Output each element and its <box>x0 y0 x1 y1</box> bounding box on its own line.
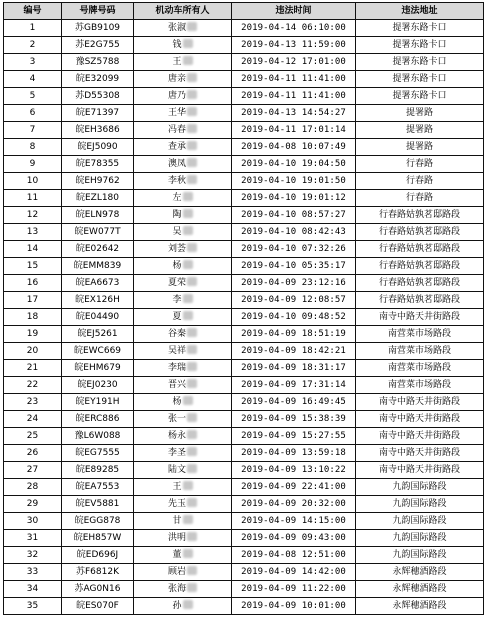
table-row <box>4 530 484 547</box>
table-row <box>4 275 484 292</box>
cell-time: 2019-04-09 14:15:00 <box>232 513 356 530</box>
cell-owner <box>134 20 232 37</box>
cell-owner <box>134 496 232 513</box>
redaction-mask <box>187 362 197 371</box>
cell-time: 2019-04-09 18:51:19 <box>232 326 356 343</box>
cell-time: 2019-04-09 09:43:00 <box>232 530 356 547</box>
table-row <box>4 564 484 581</box>
cell-address: 提署路 <box>356 105 484 122</box>
cell-plate: 豫L6W088 <box>62 428 134 445</box>
table-row <box>4 547 484 564</box>
cell-address: 行春路姑孰茗邸路段 <box>356 275 484 292</box>
cell-time: 2019-04-11 17:01:14 <box>232 122 356 139</box>
table-row <box>4 343 484 360</box>
cell-owner <box>134 326 232 343</box>
cell-address: 九韵国际路段 <box>356 479 484 496</box>
cell-address: 行春路姑孰茗邸路段 <box>356 258 484 275</box>
cell-no: 1 <box>4 20 62 37</box>
cell-time: 2019-04-08 12:51:00 <box>232 547 356 564</box>
cell-plate: 皖ERC886 <box>62 411 134 428</box>
cell-owner <box>134 207 232 224</box>
owner-name: 张海 <box>167 583 186 594</box>
cell-no: 35 <box>4 598 62 615</box>
redaction-mask <box>187 90 197 99</box>
cell-address: 南营菜市场路段 <box>356 377 484 394</box>
cell-owner <box>134 190 232 207</box>
cell-plate: 皖EH9762 <box>62 173 134 190</box>
owner-name: 甘 <box>172 515 182 526</box>
cell-address: 行春路姑孰茗邸路段 <box>356 224 484 241</box>
cell-owner <box>134 37 232 54</box>
owner-name: 查承 <box>167 141 186 152</box>
cell-address: 九韵国际路段 <box>356 530 484 547</box>
cell-time: 2019-04-13 14:54:27 <box>232 105 356 122</box>
redaction-mask <box>187 158 197 167</box>
redaction-mask <box>187 277 197 286</box>
cell-no: 6 <box>4 105 62 122</box>
cell-plate: 皖E71397 <box>62 105 134 122</box>
table-row <box>4 581 484 598</box>
cell-plate: 皖E78355 <box>62 156 134 173</box>
cell-address: 永辉穗酒路段 <box>356 598 484 615</box>
cell-time: 2019-04-10 07:32:26 <box>232 241 356 258</box>
cell-owner <box>134 394 232 411</box>
cell-address: 九韵国际路段 <box>356 496 484 513</box>
cell-address: 永辉穗酒路段 <box>356 581 484 598</box>
cell-no: 17 <box>4 292 62 309</box>
cell-time: 2019-04-10 09:48:52 <box>232 309 356 326</box>
cell-address: 提署东路卡口 <box>356 71 484 88</box>
redaction-mask <box>187 566 197 575</box>
table-row <box>4 411 484 428</box>
cell-time: 2019-04-09 15:38:39 <box>232 411 356 428</box>
cell-time: 2019-04-10 08:57:27 <box>232 207 356 224</box>
table-row <box>4 326 484 343</box>
table-row <box>4 377 484 394</box>
owner-name: 杨 <box>172 260 182 271</box>
redaction-mask <box>187 243 197 252</box>
cell-plate: 皖EJ5090 <box>62 139 134 156</box>
cell-no: 7 <box>4 122 62 139</box>
cell-address: 提署路 <box>356 139 484 156</box>
owner-name: 张一 <box>167 413 186 424</box>
cell-owner <box>134 445 232 462</box>
cell-plate: 皖E89285 <box>62 462 134 479</box>
owner-name: 洪明 <box>167 532 186 543</box>
redaction-mask <box>187 532 197 541</box>
cell-plate: 皖ES070F <box>62 598 134 615</box>
table-row <box>4 258 484 275</box>
cell-owner <box>134 71 232 88</box>
cell-time: 2019-04-09 13:59:18 <box>232 445 356 462</box>
cell-plate: 皖EY191H <box>62 394 134 411</box>
cell-owner <box>134 88 232 105</box>
cell-plate: 皖EZL180 <box>62 190 134 207</box>
cell-no: 31 <box>4 530 62 547</box>
table-row <box>4 224 484 241</box>
cell-time: 2019-04-10 19:04:50 <box>232 156 356 173</box>
cell-time: 2019-04-14 06:10:00 <box>232 20 356 37</box>
table-row <box>4 445 484 462</box>
redaction-mask <box>187 141 197 150</box>
table-row <box>4 71 484 88</box>
owner-name: 李秋 <box>167 175 186 186</box>
cell-plate: 皖EW077T <box>62 224 134 241</box>
cell-address: 南寺中路天井街路段 <box>356 394 484 411</box>
cell-time: 2019-04-11 11:41:00 <box>232 88 356 105</box>
table-row <box>4 54 484 71</box>
cell-plate: 皖EJ0230 <box>62 377 134 394</box>
cell-owner <box>134 581 232 598</box>
cell-plate: 苏E2G755 <box>62 37 134 54</box>
cell-address: 提署东路卡口 <box>356 37 484 54</box>
cell-no: 12 <box>4 207 62 224</box>
cell-no: 21 <box>4 360 62 377</box>
table-row <box>4 190 484 207</box>
cell-owner <box>134 105 232 122</box>
cell-time: 2019-04-09 22:41:00 <box>232 479 356 496</box>
cell-address: 九韵国际路段 <box>356 547 484 564</box>
cell-no: 5 <box>4 88 62 105</box>
owner-name: 澳凤 <box>167 158 186 169</box>
cell-plate: 皖EH857W <box>62 530 134 547</box>
cell-address: 行春路 <box>356 173 484 190</box>
cell-owner <box>134 513 232 530</box>
cell-time: 2019-04-09 18:31:17 <box>232 360 356 377</box>
cell-no: 20 <box>4 343 62 360</box>
table-row <box>4 156 484 173</box>
cell-owner <box>134 564 232 581</box>
cell-no: 14 <box>4 241 62 258</box>
cell-owner <box>134 479 232 496</box>
cell-address: 行春路 <box>356 156 484 173</box>
cell-plate: 皖EV5881 <box>62 496 134 513</box>
cell-owner <box>134 462 232 479</box>
table-row <box>4 309 484 326</box>
cell-time: 2019-04-09 23:12:16 <box>232 275 356 292</box>
redaction-mask <box>187 430 197 439</box>
redaction-mask <box>187 107 197 116</box>
cell-plate: 皖EMM839 <box>62 258 134 275</box>
owner-name: 冯春 <box>167 124 186 135</box>
redaction-mask <box>183 481 193 490</box>
owner-name: 杨永 <box>167 430 186 441</box>
table-row <box>4 139 484 156</box>
table-row <box>4 598 484 615</box>
table-row <box>4 173 484 190</box>
header-row <box>4 3 484 20</box>
redaction-mask <box>187 413 197 422</box>
violation-list-sheet <box>3 2 483 615</box>
cell-owner <box>134 292 232 309</box>
table-row <box>4 88 484 105</box>
cell-owner <box>134 428 232 445</box>
cell-owner <box>134 258 232 275</box>
cell-time: 2019-04-09 20:32:00 <box>232 496 356 513</box>
redaction-mask <box>187 22 197 31</box>
cell-owner <box>134 377 232 394</box>
redaction-mask <box>183 515 193 524</box>
owner-name: 吴祥 <box>167 345 186 356</box>
cell-owner <box>134 224 232 241</box>
cell-address: 行春路姑孰茗邸路段 <box>356 241 484 258</box>
cell-no: 30 <box>4 513 62 530</box>
redaction-mask <box>183 226 193 235</box>
owner-name: 谷秦 <box>167 328 186 339</box>
owner-name: 李瑞 <box>167 362 186 373</box>
header-plate: 号牌号码 <box>62 3 134 20</box>
cell-address: 南营菜市场路段 <box>356 343 484 360</box>
cell-plate: 皖E32099 <box>62 71 134 88</box>
owner-name: 董 <box>172 549 182 560</box>
cell-address: 提署东路卡口 <box>356 54 484 71</box>
cell-owner <box>134 598 232 615</box>
cell-owner <box>134 530 232 547</box>
redaction-mask <box>183 600 193 609</box>
redaction-mask <box>183 209 193 218</box>
redaction-mask <box>183 396 193 405</box>
redaction-mask <box>187 328 197 337</box>
cell-owner <box>134 547 232 564</box>
cell-plate: 皖EG7555 <box>62 445 134 462</box>
cell-time: 2019-04-12 17:01:00 <box>232 54 356 71</box>
cell-plate: 皖EJ5261 <box>62 326 134 343</box>
header-no: 编号 <box>4 3 62 20</box>
cell-time: 2019-04-09 17:31:14 <box>232 377 356 394</box>
owner-name: 刘荟 <box>167 243 186 254</box>
owner-name: 陶 <box>172 209 182 220</box>
cell-time: 2019-04-10 19:01:50 <box>232 173 356 190</box>
cell-plate: 豫SZ5788 <box>62 54 134 71</box>
cell-time: 2019-04-11 11:41:00 <box>232 71 356 88</box>
cell-time: 2019-04-09 13:10:22 <box>232 462 356 479</box>
cell-no: 11 <box>4 190 62 207</box>
owner-name: 陆文 <box>167 464 186 475</box>
cell-no: 10 <box>4 173 62 190</box>
cell-address: 南营菜市场路段 <box>356 326 484 343</box>
cell-no: 9 <box>4 156 62 173</box>
cell-no: 18 <box>4 309 62 326</box>
cell-time: 2019-04-09 12:08:57 <box>232 292 356 309</box>
cell-no: 26 <box>4 445 62 462</box>
cell-no: 2 <box>4 37 62 54</box>
redaction-mask <box>183 39 193 48</box>
cell-no: 32 <box>4 547 62 564</box>
redaction-mask <box>183 260 193 269</box>
cell-time: 2019-04-09 11:22:00 <box>232 581 356 598</box>
cell-owner <box>134 156 232 173</box>
cell-address: 提署路 <box>356 122 484 139</box>
table-row <box>4 37 484 54</box>
redaction-mask <box>187 464 197 473</box>
table-row <box>4 360 484 377</box>
cell-plate: 皖E04490 <box>62 309 134 326</box>
table-row <box>4 479 484 496</box>
cell-no: 28 <box>4 479 62 496</box>
cell-time: 2019-04-10 19:01:12 <box>232 190 356 207</box>
table-row <box>4 207 484 224</box>
cell-address: 行春路 <box>356 190 484 207</box>
cell-plate: 皖EX126H <box>62 292 134 309</box>
cell-address: 九韵国际路段 <box>356 513 484 530</box>
cell-owner <box>134 360 232 377</box>
cell-owner <box>134 139 232 156</box>
cell-address: 提署东路卡口 <box>356 88 484 105</box>
cell-owner <box>134 122 232 139</box>
cell-plate: 苏GB9109 <box>62 20 134 37</box>
cell-no: 19 <box>4 326 62 343</box>
table-row <box>4 496 484 513</box>
cell-plate: 皖EHM679 <box>62 360 134 377</box>
cell-address: 南寺中路天井街路段 <box>356 462 484 479</box>
cell-time: 2019-04-08 10:07:49 <box>232 139 356 156</box>
cell-owner <box>134 241 232 258</box>
owner-name: 孙 <box>172 600 182 611</box>
cell-no: 15 <box>4 258 62 275</box>
owner-name: 王 <box>172 481 182 492</box>
header-owner: 机动车所有人 <box>134 3 232 20</box>
redaction-mask <box>187 498 197 507</box>
owner-name: 左 <box>172 192 182 203</box>
cell-plate: 皖E02642 <box>62 241 134 258</box>
header-address: 违法地址 <box>356 3 484 20</box>
cell-no: 23 <box>4 394 62 411</box>
cell-no: 16 <box>4 275 62 292</box>
cell-plate: 皖ELN978 <box>62 207 134 224</box>
cell-no: 24 <box>4 411 62 428</box>
cell-no: 3 <box>4 54 62 71</box>
table-row <box>4 513 484 530</box>
cell-no: 34 <box>4 581 62 598</box>
redaction-mask <box>187 379 197 388</box>
owner-name: 钱 <box>172 39 182 50</box>
cell-plate: 皖EWC669 <box>62 343 134 360</box>
cell-owner <box>134 54 232 71</box>
cell-time: 2019-04-09 10:01:00 <box>232 598 356 615</box>
redaction-mask <box>183 549 193 558</box>
table-row <box>4 105 484 122</box>
cell-address: 南寺中路天井街路段 <box>356 411 484 428</box>
redaction-mask <box>187 583 197 592</box>
owner-name: 张淑 <box>167 22 186 33</box>
cell-address: 行春路姑孰茗邸路段 <box>356 292 484 309</box>
cell-plate: 皖EA7553 <box>62 479 134 496</box>
cell-time: 2019-04-09 18:42:21 <box>232 343 356 360</box>
table-header <box>4 3 484 20</box>
owner-name: 唐乃 <box>167 90 186 101</box>
redaction-mask <box>187 447 197 456</box>
cell-no: 22 <box>4 377 62 394</box>
cell-plate: 皖ED696J <box>62 547 134 564</box>
owner-name: 先玉 <box>167 498 186 509</box>
cell-plate: 苏AG0N16 <box>62 581 134 598</box>
owner-name: 王华 <box>167 107 186 118</box>
owner-name: 杨 <box>172 396 182 407</box>
table-row <box>4 292 484 309</box>
redaction-mask <box>187 345 197 354</box>
cell-address: 南寺中路天井街路段 <box>356 445 484 462</box>
cell-time: 2019-04-10 05:35:17 <box>232 258 356 275</box>
cell-address: 南营菜市场路段 <box>356 360 484 377</box>
owner-name: 顾岩 <box>167 566 186 577</box>
cell-no: 8 <box>4 139 62 156</box>
cell-time: 2019-04-09 14:42:00 <box>232 564 356 581</box>
owner-name: 夏 <box>172 311 182 322</box>
cell-owner <box>134 411 232 428</box>
owner-name: 王 <box>172 56 182 67</box>
owner-name: 李圣 <box>167 447 186 458</box>
redaction-mask <box>187 73 197 82</box>
owner-name: 吴 <box>172 226 182 237</box>
cell-address: 南寺中路天井街路段 <box>356 428 484 445</box>
table-row <box>4 428 484 445</box>
cell-no: 27 <box>4 462 62 479</box>
cell-owner <box>134 173 232 190</box>
redaction-mask <box>187 124 197 133</box>
cell-time: 2019-04-10 08:42:43 <box>232 224 356 241</box>
owner-name: 唐亲 <box>167 73 186 84</box>
cell-address: 提署东路卡口 <box>356 20 484 37</box>
table-row <box>4 20 484 37</box>
cell-plate: 苏D55308 <box>62 88 134 105</box>
cell-address: 行春路姑孰茗邸路段 <box>356 207 484 224</box>
cell-time: 2019-04-13 11:59:00 <box>232 37 356 54</box>
cell-no: 13 <box>4 224 62 241</box>
cell-owner <box>134 275 232 292</box>
table-row <box>4 122 484 139</box>
cell-no: 33 <box>4 564 62 581</box>
owner-name: 晋兴 <box>167 379 186 390</box>
table-row <box>4 462 484 479</box>
cell-plate: 苏F6812K <box>62 564 134 581</box>
cell-address: 永辉穗酒路段 <box>356 564 484 581</box>
redaction-mask <box>183 294 193 303</box>
table-row <box>4 241 484 258</box>
table-row <box>4 394 484 411</box>
redaction-mask <box>183 192 193 201</box>
cell-time: 2019-04-09 16:49:45 <box>232 394 356 411</box>
cell-time: 2019-04-09 15:27:55 <box>232 428 356 445</box>
cell-owner <box>134 309 232 326</box>
redaction-mask <box>183 56 193 65</box>
table-body <box>4 20 484 615</box>
cell-owner <box>134 343 232 360</box>
cell-plate: 皖EA6673 <box>62 275 134 292</box>
cell-plate: 皖EH3686 <box>62 122 134 139</box>
cell-no: 4 <box>4 71 62 88</box>
owner-name: 夏荣 <box>167 277 186 288</box>
redaction-mask <box>187 175 197 184</box>
cell-no: 25 <box>4 428 62 445</box>
redaction-mask <box>183 311 193 320</box>
cell-plate: 皖EGG878 <box>62 513 134 530</box>
violation-table <box>3 2 484 615</box>
owner-name: 李 <box>172 294 182 305</box>
cell-no: 29 <box>4 496 62 513</box>
header-time: 违法时间 <box>232 3 356 20</box>
cell-address: 南寺中路天井街路段 <box>356 309 484 326</box>
